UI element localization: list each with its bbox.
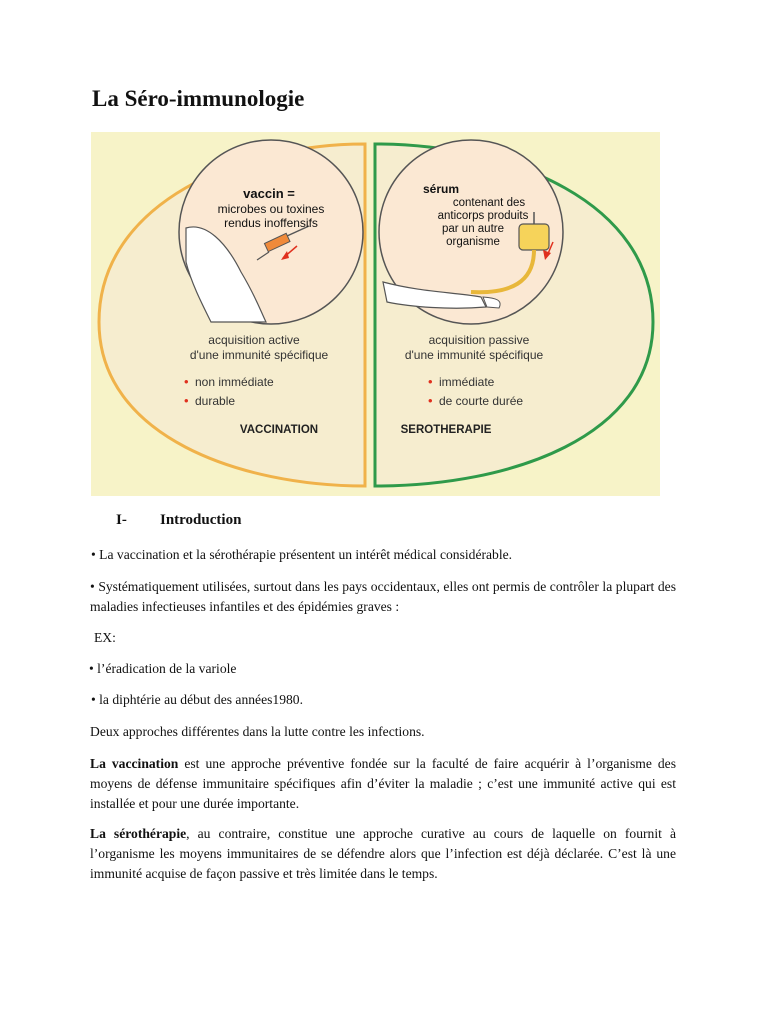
serotherapy-bullet-2: de courte durée (439, 394, 524, 408)
vaccination-label: VACCINATION (239, 424, 319, 436)
serotherapy-bullet-1: immédiate (439, 375, 495, 389)
vaccine-injection-illustration (179, 140, 363, 324)
serotherapy-acquisition-line-2: d'une immunité spécifique (404, 348, 544, 362)
paragraph-systematic-use: • Systématiquement utilisées, surtout dans les pays occidentaux, elles ont permis de contrôler la plupart des maladies infectieuses infantiles et des épidémies graves : (90, 579, 676, 614)
serotherapy-definition: , au contraire, constitue une approche curative au cours de laquelle on fournit à l’organisme les moyens immunitaires de se défendre alors que l’infection est déjà déclarée. C’est là une immunité acquise de façon passive et très limitée dans le temps. (90, 826, 676, 881)
example-item-variole: • l’éradication de la variole (89, 661, 237, 676)
serum-callout-line-2: anticorps produits (437, 210, 529, 222)
paragraph-serotherapy (90, 824, 676, 884)
bullet-icon: • (428, 393, 433, 408)
vaccination-bullet-2: durable (195, 394, 236, 408)
section-heading (116, 512, 241, 529)
bullet-icon: • (428, 374, 433, 389)
vaccine-callout-title: vaccin = (243, 186, 295, 201)
vaccination-acquisition-line-1: acquisition active (208, 333, 300, 347)
vaccination-definition: est une approche préventive fondée sur la faculté de faire acquérir à l’organisme des moyens de défense immunitaire spécifiques afin d’éviter la maladie ; c’est une immunité active qui est installée et pour une durée importante. (90, 756, 677, 811)
bullet-icon: • (184, 393, 189, 408)
bullet-icon: • (184, 374, 189, 389)
example-item-diphtheria: • la diphtérie au début des années1980. (91, 692, 303, 707)
vaccination-serotherapy-diagram (91, 132, 660, 496)
section-number: I- (116, 512, 127, 528)
serotherapy-acquisition-line-1: acquisition passive (428, 333, 530, 347)
vaccination-bullet-1: non immédiate (195, 375, 274, 389)
paragraph-vaccination (90, 754, 676, 814)
example-label: EX: (94, 630, 116, 645)
vaccine-callout-line-1: microbes ou toxines (217, 202, 325, 216)
serum-callout-line-4: organisme (446, 236, 500, 248)
serum-callout-title: sérum (422, 182, 460, 196)
section-title: Introduction (160, 512, 242, 528)
paragraph-two-approaches: Deux approches différentes dans la lutte contre les infections. (90, 724, 425, 739)
vaccination-term: La vaccination (90, 756, 179, 771)
serotherapy-label: SEROTHERAPIE (400, 424, 492, 436)
serum-callout-line-3: par un autre (441, 223, 505, 235)
page-title: La Séro-immunologie (92, 86, 305, 111)
serum-callout-line-1: contenant des (452, 197, 526, 209)
vaccine-callout-line-2: rendus inoffensifs (224, 216, 318, 230)
vaccination-acquisition-line-2: d'une immunité spécifique (189, 348, 329, 362)
paragraph-interest: • La vaccination et la sérothérapie présentent un intérêt médical considérable. (91, 547, 513, 562)
serotherapy-term: La sérothérapie (90, 826, 187, 841)
